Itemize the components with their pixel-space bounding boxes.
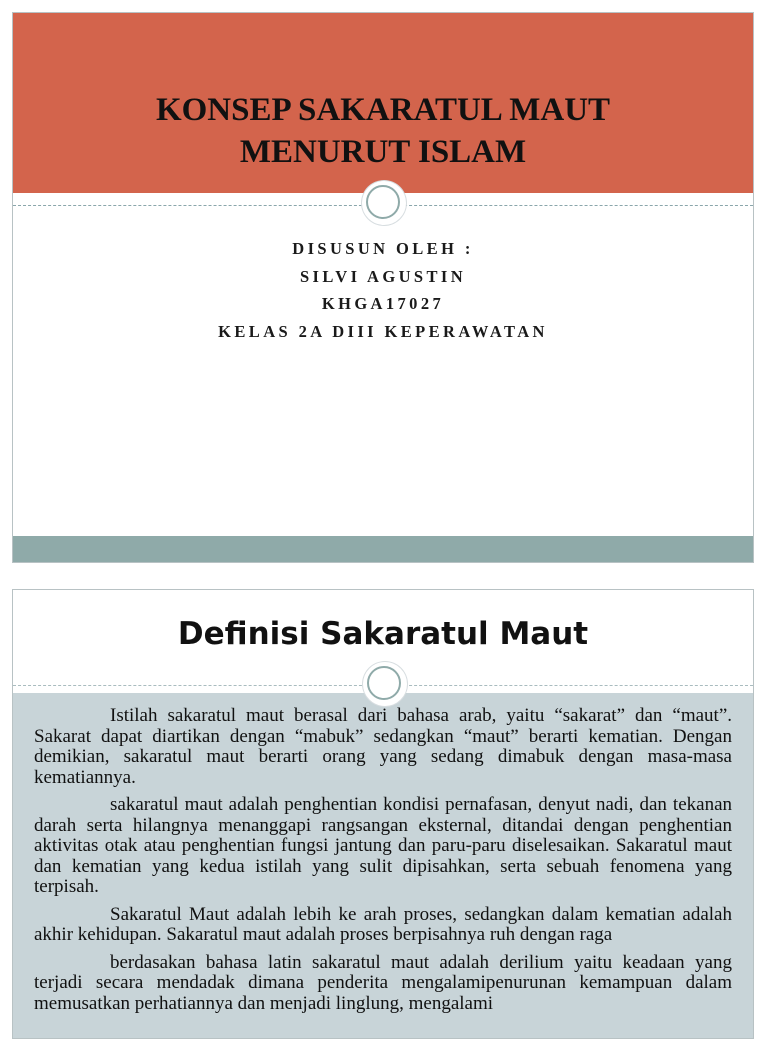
title-line-2: MENURUT ISLAM — [239, 134, 527, 170]
bottom-band — [13, 536, 753, 562]
ring-ornament-icon — [363, 662, 407, 706]
paragraph: Istilah sakaratul maut berasal dari bahasa arab, yaitu “sakarat” dan “maut”. Sakarat dapat diartikan dengan “mabuk” sedangkan “maut” berarti kematian. Dengan demikian, sakaratul maut berarti orang yang sedang dimabuk dengan masa-masa kematiannya. — [34, 705, 732, 788]
class-name: KELAS 2A DIII KEPERAWATAN — [218, 321, 548, 341]
definition-slide — [12, 589, 754, 1039]
definition-text — [34, 706, 732, 1021]
title-slide — [12, 12, 754, 563]
slide-heading: Definisi Sakaratul Maut — [177, 616, 589, 652]
author-name: SILVI AGUSTIN — [299, 266, 467, 286]
author-info — [13, 235, 753, 345]
title-line-1: KONSEP SAKARATUL MAUT — [155, 92, 611, 128]
presentation-title — [13, 89, 753, 173]
paragraph: sakaratul maut adalah penghentian kondisi pernafasan, denyut nadi, dan tekanan darah serta hilangnya menanggapi rangsangan eksternal, ditandai dengan penghentian aktivitas otak atau penghentian fungsi jantung dan paru-paru diselesaikan. Sakaratul maut dan kematian yang kedua istilah yang sulit dipisahkan, serta sebuah fenomena yang terpisah. — [34, 794, 732, 897]
paragraph: Sakaratul Maut adalah lebih ke arah proses, sedangkan dalam kematian adalah akhir kehidupan. Sakaratul maut adalah proses berpisahnya ruh dengan raga — [34, 903, 732, 945]
paragraph: berdasakan bahasa latin sakaratul maut adalah derilium yaitu keadaan yang terjadi secara mendadak dimana penderita mengalamipenurunan kemampuan dalam memusatkan perhatiannya dan menjadi linglung, mengalami — [34, 951, 732, 1014]
author-label: DISUSUN OLEH : — [292, 239, 474, 258]
student-id: KHGA17027 — [321, 294, 445, 313]
ring-ornament-icon — [362, 181, 406, 225]
